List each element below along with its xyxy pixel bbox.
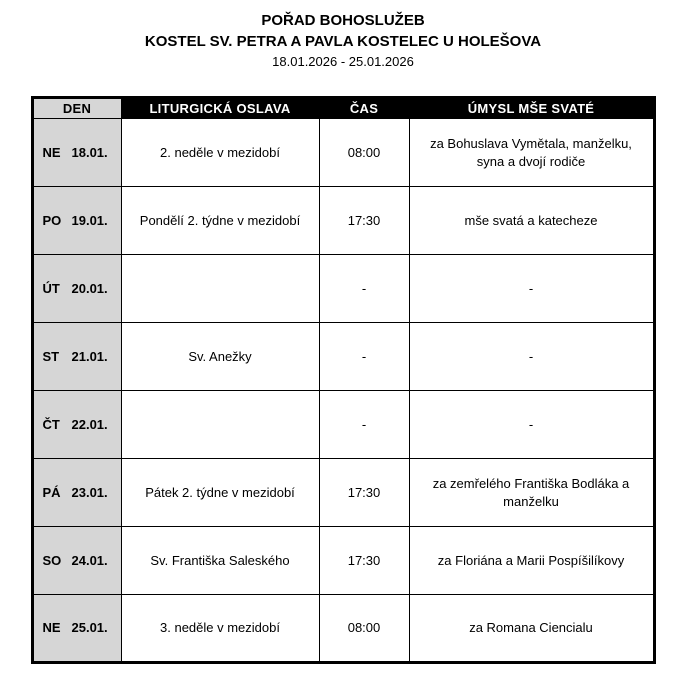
day-cell — [32, 323, 121, 391]
day-date: 22.01. — [71, 416, 108, 432]
table-row — [32, 595, 654, 663]
celebration-cell: Sv. Anežky — [121, 323, 319, 391]
intention-cell: - — [409, 391, 654, 459]
table-row — [32, 391, 654, 459]
intention-cell: za Romana Ciencialu — [409, 595, 654, 663]
day-cell — [32, 527, 121, 595]
day-abbr: ST — [42, 348, 60, 364]
table-row — [32, 527, 654, 595]
intention-cell: - — [409, 323, 654, 391]
day-date: 20.01. — [71, 280, 108, 296]
table-row — [32, 187, 654, 255]
table-header-row — [32, 98, 654, 119]
document-header — [0, 0, 686, 71]
header-umysl-mse-svate: ÚMYSL MŠE SVATÉ — [409, 98, 654, 119]
table-row — [32, 459, 654, 527]
table-row — [32, 255, 654, 323]
time-cell: 08:00 — [319, 595, 409, 663]
day-cell — [32, 119, 121, 187]
celebration-cell — [121, 255, 319, 323]
day-abbr: NE — [42, 620, 61, 635]
time-cell: 17:30 — [319, 459, 409, 527]
time-cell: - — [319, 391, 409, 459]
celebration-cell: 2. neděle v mezidobí — [121, 119, 319, 187]
day-date: 21.01. — [71, 348, 108, 364]
date-range: 18.01.2026 - 25.01.2026 — [272, 54, 414, 69]
celebration-cell: 3. neděle v mezidobí — [121, 595, 319, 663]
document-title: POŘAD BOHOSLUŽEB — [261, 12, 425, 29]
header-den: DEN — [32, 98, 121, 119]
day-abbr: NE — [42, 144, 61, 160]
intention-cell: - — [409, 255, 654, 323]
celebration-cell — [121, 391, 319, 459]
day-cell — [32, 595, 121, 663]
celebration-cell: Pondělí 2. týdne v mezidobí — [121, 187, 319, 255]
day-abbr: ČT — [42, 416, 60, 432]
table-row — [32, 323, 654, 391]
time-cell: - — [319, 255, 409, 323]
time-cell: 17:30 — [319, 527, 409, 595]
day-date: 25.01. — [71, 620, 108, 635]
day-cell — [32, 187, 121, 255]
day-cell — [32, 459, 121, 527]
day-date: 19.01. — [71, 212, 108, 228]
day-abbr: ÚT — [42, 280, 60, 296]
day-cell — [32, 255, 121, 323]
intention-cell: za Floriána a Marii Pospíšilíkovy — [409, 527, 654, 595]
church-name: KOSTEL SV. PETRA A PAVLA KOSTELEC U HOLEŠOVA — [144, 33, 542, 50]
header-cas: ČAS — [319, 98, 409, 119]
time-cell: 08:00 — [319, 119, 409, 187]
schedule-table — [31, 96, 656, 664]
day-abbr: SO — [42, 552, 62, 568]
intention-cell: za Bohuslava Vymětala, manželku, syna a dvojí rodiče — [409, 119, 654, 187]
day-abbr: PÁ — [42, 484, 61, 500]
time-cell: - — [319, 323, 409, 391]
day-date: 24.01. — [71, 552, 108, 568]
time-cell: 17:30 — [319, 187, 409, 255]
header-liturgicka-oslava: LITURGICKÁ OSLAVA — [121, 98, 319, 119]
day-cell — [32, 391, 121, 459]
day-date: 18.01. — [71, 144, 108, 160]
table-row — [32, 119, 654, 187]
celebration-cell: Pátek 2. týdne v mezidobí — [121, 459, 319, 527]
day-abbr: PO — [42, 212, 62, 228]
intention-cell: mše svatá a katecheze — [409, 187, 654, 255]
celebration-cell: Sv. Františka Saleského — [121, 527, 319, 595]
day-date: 23.01. — [71, 484, 108, 500]
intention-cell: za zemřelého Františka Bodláka a manželku — [409, 459, 654, 527]
